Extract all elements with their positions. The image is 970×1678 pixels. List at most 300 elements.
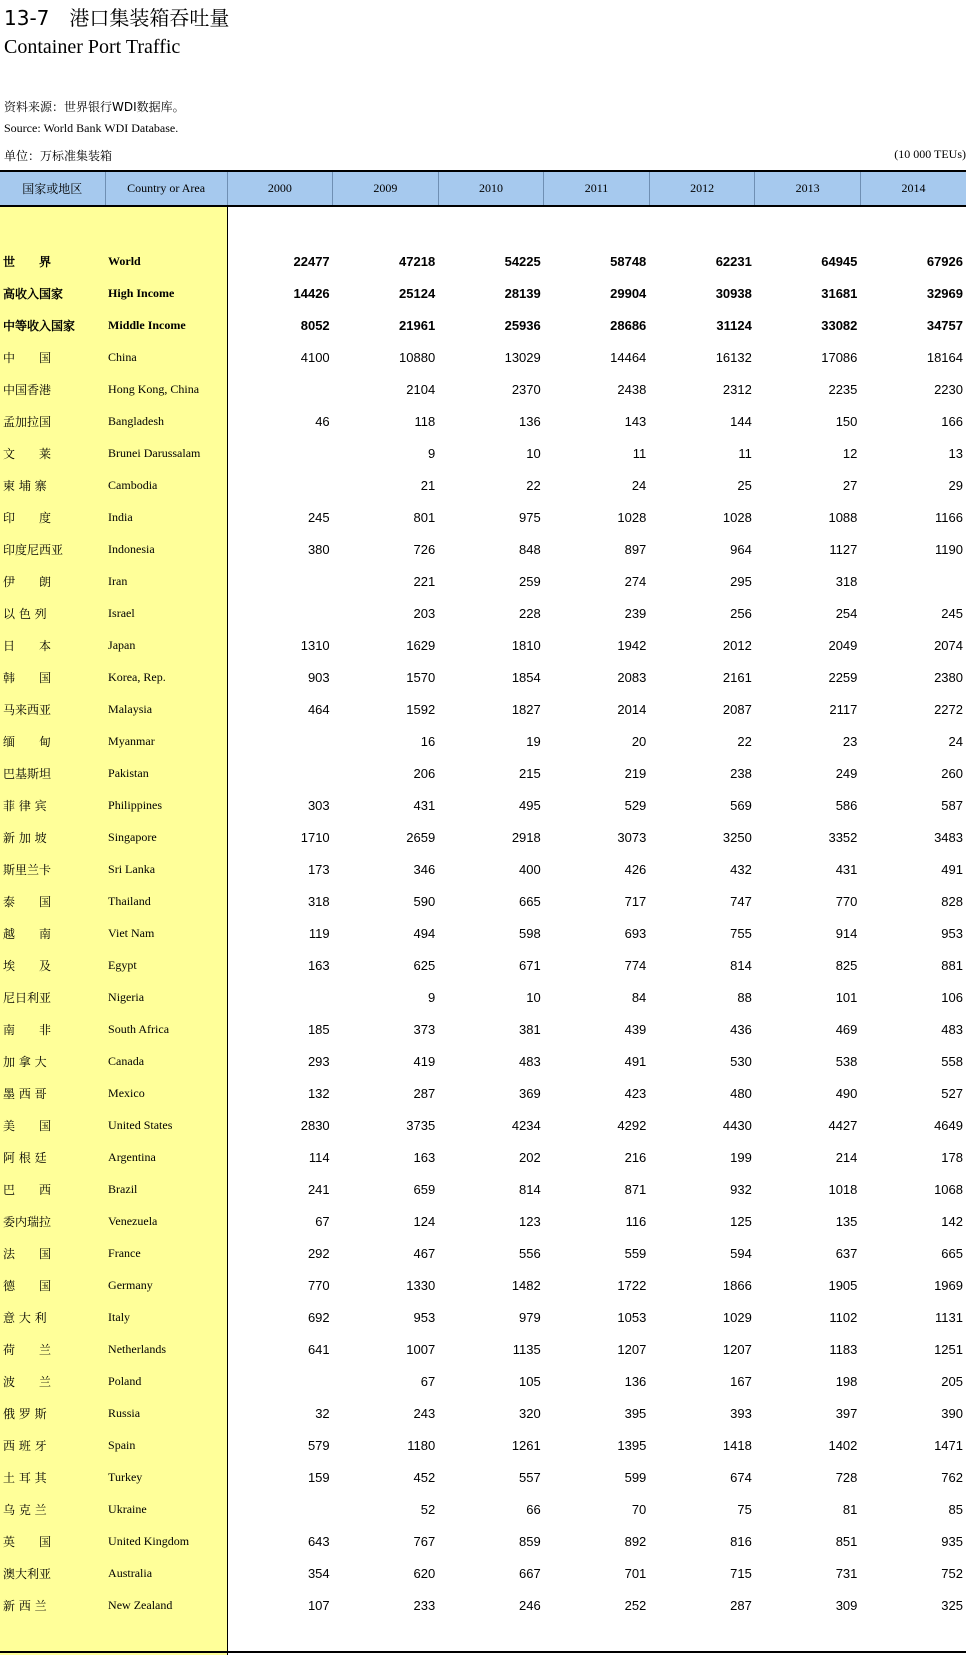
country-name-cn: 文 莱 <box>0 437 105 469</box>
country-name-cn: 以 色 列 <box>0 597 105 629</box>
value-cell: 8052 <box>300 317 330 333</box>
country-name-cn: 俄 罗 斯 <box>0 1397 105 1429</box>
value-cell: 494 <box>413 925 436 941</box>
table-row <box>0 501 966 533</box>
value-cell: 530 <box>730 1053 752 1069</box>
value-cell: 665 <box>519 893 541 909</box>
value-cell <box>227 725 333 757</box>
value-cell: 693 <box>624 925 647 941</box>
value-cell: 395 <box>624 1405 647 1421</box>
value-cell: 135 <box>835 1213 858 1229</box>
value-cell: 216 <box>624 1149 647 1165</box>
value-cell: 1127 <box>829 541 858 557</box>
value-cell: 2230 <box>934 381 963 397</box>
value-cell: 1418 <box>722 1437 752 1453</box>
value-cell: 252 <box>624 1597 647 1613</box>
value-cell: 369 <box>519 1085 541 1101</box>
value-cell: 241 <box>307 1181 330 1197</box>
value-cell: 123 <box>519 1213 541 1229</box>
value-cell: 1190 <box>935 541 963 557</box>
value-cell: 214 <box>835 1149 858 1165</box>
value-cell: 1261 <box>511 1437 541 1453</box>
table-row <box>0 1525 966 1557</box>
country-name-en: Nigeria <box>105 981 227 1013</box>
value-cell: 426 <box>624 861 647 877</box>
value-cell: 770 <box>307 1277 330 1293</box>
value-cell: 557 <box>519 1469 541 1485</box>
value-cell: 2380 <box>934 669 963 685</box>
value-cell: 538 <box>835 1053 858 1069</box>
value-cell: 897 <box>624 541 647 557</box>
value-cell: 579 <box>307 1437 330 1453</box>
value-cell: 2117 <box>829 701 858 717</box>
value-cell: 85 <box>948 1501 963 1517</box>
value-cell: 1402 <box>828 1437 858 1453</box>
value-cell: 25124 <box>399 285 436 301</box>
value-cell: 491 <box>624 1053 647 1069</box>
value-cell: 106 <box>941 989 963 1005</box>
value-cell: 178 <box>941 1149 963 1165</box>
country-name-en: Turkey <box>105 1461 227 1493</box>
country-name-en: Middle Income <box>105 309 227 341</box>
value-cell: 569 <box>730 797 752 813</box>
value-cell: 88 <box>737 989 752 1005</box>
value-cell: 118 <box>414 413 436 429</box>
value-cell: 1007 <box>406 1341 436 1357</box>
country-name-cn: 法 国 <box>0 1237 105 1269</box>
country-name-cn: 波 兰 <box>0 1365 105 1397</box>
country-name-cn: 中 国 <box>0 341 105 373</box>
country-name-en: Canada <box>105 1045 227 1077</box>
country-name-en: Bangladesh <box>105 405 227 437</box>
country-name-en: Poland <box>105 1365 227 1397</box>
value-cell: 66 <box>526 1501 541 1517</box>
value-cell: 325 <box>941 1597 963 1613</box>
value-cell: 239 <box>624 605 647 621</box>
value-cell: 1135 <box>512 1341 541 1357</box>
spacer-row <box>0 206 966 245</box>
country-name-en: World <box>105 245 227 277</box>
table-row <box>0 821 966 853</box>
value-cell: 828 <box>941 893 963 909</box>
value-cell: 1183 <box>829 1341 858 1357</box>
source-note-en: Source: World Bank WDI Database. <box>4 121 179 135</box>
value-cell: 58748 <box>610 253 647 269</box>
value-cell: 67 <box>315 1213 330 1229</box>
value-cell: 814 <box>519 1181 541 1197</box>
value-cell: 1905 <box>828 1277 858 1293</box>
value-cell <box>227 1493 333 1525</box>
value-cell: 558 <box>941 1053 963 1069</box>
value-cell: 9 <box>427 989 436 1005</box>
value-cell: 1722 <box>617 1277 647 1293</box>
country-name-cn: 泰 国 <box>0 885 105 917</box>
value-cell: 27 <box>842 477 858 493</box>
value-cell: 1330 <box>406 1277 436 1293</box>
value-cell: 198 <box>835 1373 858 1389</box>
value-cell: 14464 <box>610 349 647 365</box>
table-row <box>0 1365 966 1397</box>
country-name-cn: 印 度 <box>0 501 105 533</box>
country-name-en: France <box>105 1237 227 1269</box>
value-cell: 3483 <box>934 829 963 845</box>
value-cell: 1068 <box>934 1181 963 1197</box>
header-year: 2010 <box>438 171 544 206</box>
page-title-en: Container Port Traffic <box>4 36 181 58</box>
table-row <box>0 1173 966 1205</box>
country-name-cn: 英 国 <box>0 1525 105 1557</box>
value-cell: 4100 <box>300 349 330 365</box>
value-cell: 31124 <box>716 317 752 333</box>
value-cell: 1180 <box>407 1437 436 1453</box>
table-row <box>0 853 966 885</box>
value-cell: 903 <box>307 669 330 685</box>
source-note-cn: 资料来源：世界银行WDI数据库。 <box>4 100 185 114</box>
value-cell: 851 <box>835 1533 858 1549</box>
value-cell: 393 <box>730 1405 752 1421</box>
value-cell: 2312 <box>722 381 752 397</box>
value-cell <box>227 757 333 789</box>
value-cell: 17086 <box>821 349 858 365</box>
value-cell: 274 <box>624 573 647 589</box>
value-cell: 2272 <box>934 701 963 717</box>
value-cell <box>227 469 333 501</box>
value-cell: 19 <box>526 733 541 749</box>
value-cell: 166 <box>941 413 963 429</box>
value-cell: 142 <box>941 1213 963 1229</box>
value-cell: 233 <box>413 1597 436 1613</box>
value-cell: 125 <box>730 1213 752 1229</box>
table-row <box>0 1333 966 1365</box>
country-name-cn: 巴基斯坦 <box>0 757 105 789</box>
value-cell: 243 <box>413 1405 436 1421</box>
value-cell: 594 <box>730 1245 752 1261</box>
value-cell: 774 <box>624 957 647 973</box>
value-cell: 892 <box>624 1533 647 1549</box>
table-row <box>0 725 966 757</box>
value-cell: 54225 <box>504 253 541 269</box>
value-cell: 114 <box>308 1149 330 1165</box>
value-cell: 346 <box>413 861 436 877</box>
country-name-en: Malaysia <box>105 693 227 725</box>
country-name-cn: 意 大 利 <box>0 1301 105 1333</box>
value-cell: 881 <box>941 957 963 973</box>
value-cell: 1131 <box>935 1309 963 1325</box>
country-name-en: Spain <box>105 1429 227 1461</box>
value-cell: 4234 <box>511 1117 541 1133</box>
country-name-en: Italy <box>105 1301 227 1333</box>
header-country-cn: 国家或地区 <box>0 171 105 206</box>
value-cell: 24 <box>631 477 647 493</box>
value-cell: 871 <box>624 1181 647 1197</box>
value-cell: 11 <box>632 445 647 461</box>
value-cell: 814 <box>730 957 752 973</box>
value-cell: 692 <box>307 1309 330 1325</box>
value-cell: 167 <box>730 1373 752 1389</box>
table-row <box>0 629 966 661</box>
country-name-cn: 越 南 <box>0 917 105 949</box>
value-cell: 2830 <box>300 1117 330 1133</box>
value-cell: 1029 <box>722 1309 752 1325</box>
table-row <box>0 1493 966 1525</box>
value-cell: 287 <box>730 1597 752 1613</box>
value-cell: 1207 <box>722 1341 752 1357</box>
value-cell: 825 <box>835 957 858 973</box>
value-cell: 373 <box>413 1021 436 1037</box>
value-cell: 801 <box>413 509 436 525</box>
country-name-en: Russia <box>105 1397 227 1429</box>
country-name-cn: 墨 西 哥 <box>0 1077 105 1109</box>
value-cell: 1592 <box>406 701 436 717</box>
value-cell: 587 <box>941 797 963 813</box>
country-name-en: Argentina <box>105 1141 227 1173</box>
value-cell: 717 <box>624 893 647 909</box>
country-name-cn: 新 加 坡 <box>0 821 105 853</box>
country-name-cn: 西 班 牙 <box>0 1429 105 1461</box>
value-cell: 559 <box>624 1245 647 1261</box>
value-cell: 34757 <box>926 317 963 333</box>
value-cell: 2014 <box>617 701 647 717</box>
value-cell: 2659 <box>406 829 436 845</box>
value-cell: 556 <box>519 1245 541 1261</box>
value-cell: 221 <box>413 573 436 589</box>
value-cell: 665 <box>941 1245 963 1261</box>
value-cell: 731 <box>835 1565 858 1581</box>
value-cell: 752 <box>941 1565 963 1581</box>
value-cell: 464 <box>307 701 330 717</box>
value-cell: 199 <box>730 1149 752 1165</box>
value-cell <box>227 597 333 629</box>
value-cell: 185 <box>307 1021 330 1037</box>
value-cell: 81 <box>842 1501 858 1517</box>
table-row <box>0 661 966 693</box>
header-year: 2014 <box>860 171 966 206</box>
country-name-en: Cambodia <box>105 469 227 501</box>
country-name-cn: 马来西亚 <box>0 693 105 725</box>
value-cell: 67926 <box>926 253 963 269</box>
value-cell: 124 <box>413 1213 436 1229</box>
country-name-en: India <box>105 501 227 533</box>
value-cell: 21961 <box>399 317 436 333</box>
country-name-en: Mexico <box>105 1077 227 1109</box>
bottom-rule <box>0 1651 966 1653</box>
table-row <box>0 1301 966 1333</box>
table-row <box>0 1045 966 1077</box>
value-cell: 431 <box>413 797 436 813</box>
country-name-cn: 巴 西 <box>0 1173 105 1205</box>
value-cell: 10880 <box>399 349 436 365</box>
country-name-en: Viet Nam <box>105 917 227 949</box>
table-row <box>0 949 966 981</box>
value-cell: 1710 <box>300 829 330 845</box>
country-name-cn: 柬 埔 寨 <box>0 469 105 501</box>
table-row <box>0 1013 966 1045</box>
value-cell: 715 <box>730 1565 752 1581</box>
country-name-cn: 荷 兰 <box>0 1333 105 1365</box>
value-cell <box>227 981 333 1013</box>
country-name-cn: 委内瑞拉 <box>0 1205 105 1237</box>
value-cell: 1053 <box>617 1309 647 1325</box>
value-cell: 303 <box>307 797 330 813</box>
country-name-cn: 加 拿 大 <box>0 1045 105 1077</box>
value-cell: 202 <box>519 1149 541 1165</box>
table-row <box>0 1141 966 1173</box>
header-year: 2000 <box>227 171 333 206</box>
value-cell: 22477 <box>293 253 330 269</box>
value-cell: 770 <box>835 893 858 909</box>
value-cell: 586 <box>835 797 858 813</box>
value-cell: 620 <box>413 1565 436 1581</box>
value-cell: 107 <box>307 1597 330 1613</box>
value-cell: 2918 <box>511 829 541 845</box>
table-row <box>0 1237 966 1269</box>
value-cell: 1482 <box>511 1277 541 1293</box>
value-cell: 747 <box>730 893 752 909</box>
value-cell: 2161 <box>722 669 752 685</box>
country-name-cn: 中国香港 <box>0 373 105 405</box>
country-name-en: Myanmar <box>105 725 227 757</box>
value-cell: 671 <box>519 957 541 973</box>
value-cell: 637 <box>835 1245 858 1261</box>
value-cell <box>227 437 333 469</box>
value-cell: 953 <box>941 925 963 941</box>
value-cell <box>860 565 966 597</box>
table-row <box>0 789 966 821</box>
value-cell: 259 <box>519 573 541 589</box>
value-cell: 701 <box>624 1565 647 1581</box>
value-cell: 1942 <box>617 637 647 653</box>
value-cell: 914 <box>835 925 858 941</box>
table-row <box>0 309 966 341</box>
value-cell: 490 <box>835 1085 858 1101</box>
value-cell: 260 <box>941 765 963 781</box>
value-cell: 1166 <box>935 509 963 525</box>
value-cell: 599 <box>624 1469 647 1485</box>
table-row <box>0 373 966 405</box>
value-cell: 22 <box>737 733 752 749</box>
value-cell: 932 <box>730 1181 752 1197</box>
value-cell: 12 <box>842 445 858 461</box>
country-name-en: Pakistan <box>105 757 227 789</box>
value-cell: 1395 <box>617 1437 647 1453</box>
country-name-en: New Zealand <box>105 1589 227 1621</box>
value-cell: 419 <box>413 1053 436 1069</box>
value-cell: 397 <box>835 1405 858 1421</box>
table-row <box>0 1109 966 1141</box>
country-name-cn: 尼日利亚 <box>0 981 105 1013</box>
country-name-cn: 菲 律 宾 <box>0 789 105 821</box>
value-cell: 2074 <box>934 637 963 653</box>
value-cell: 287 <box>413 1085 436 1101</box>
value-cell: 423 <box>624 1085 647 1101</box>
table-row <box>0 1589 966 1621</box>
table-row <box>0 277 966 309</box>
value-cell: 119 <box>308 925 330 941</box>
value-cell: 67 <box>420 1373 436 1389</box>
unit-label-en: (10 000 TEUs) <box>894 147 966 161</box>
value-cell: 318 <box>307 893 330 909</box>
value-cell: 2012 <box>722 637 752 653</box>
value-cell: 400 <box>519 861 541 877</box>
value-cell: 318 <box>835 573 858 589</box>
country-name-en: Venezuela <box>105 1205 227 1237</box>
country-name-en: Sri Lanka <box>105 853 227 885</box>
value-cell: 18164 <box>926 349 963 365</box>
table-row <box>0 1397 966 1429</box>
value-cell: 3352 <box>828 829 858 845</box>
country-name-en: Iran <box>105 565 227 597</box>
value-cell: 3073 <box>617 829 647 845</box>
table-row <box>0 917 966 949</box>
value-cell: 25 <box>737 477 752 493</box>
value-cell: 245 <box>307 509 330 525</box>
value-cell: 11 <box>738 445 752 461</box>
country-name-en: Ukraine <box>105 1493 227 1525</box>
table-row <box>0 1077 966 1109</box>
value-cell <box>227 1365 333 1397</box>
value-cell: 295 <box>730 573 752 589</box>
table-row <box>0 981 966 1013</box>
country-name-en: Korea, Rep. <box>105 661 227 693</box>
value-cell: 219 <box>624 765 647 781</box>
value-cell: 1629 <box>406 637 436 653</box>
page-title-cn: 13-7 港口集装箱吞吐量 <box>4 6 230 30</box>
value-cell <box>227 565 333 597</box>
value-cell: 2049 <box>828 637 858 653</box>
value-cell: 354 <box>307 1565 330 1581</box>
value-cell: 432 <box>730 861 752 877</box>
value-cell: 206 <box>413 765 436 781</box>
value-cell: 10 <box>526 989 541 1005</box>
table-row <box>0 341 966 373</box>
value-cell: 13029 <box>504 349 541 365</box>
value-cell: 380 <box>307 541 330 557</box>
country-name-en: Germany <box>105 1269 227 1301</box>
value-cell: 292 <box>307 1245 330 1261</box>
value-cell: 33082 <box>821 317 858 333</box>
value-cell: 953 <box>413 1309 436 1325</box>
value-cell: 1028 <box>722 509 752 525</box>
value-cell: 975 <box>519 509 541 525</box>
table-row <box>0 533 966 565</box>
value-cell: 1866 <box>722 1277 752 1293</box>
country-name-en: Indonesia <box>105 533 227 565</box>
value-cell: 390 <box>941 1405 963 1421</box>
country-name-en: Egypt <box>105 949 227 981</box>
value-cell: 816 <box>730 1533 752 1549</box>
value-cell: 1810 <box>511 637 541 653</box>
value-cell: 136 <box>519 413 541 429</box>
value-cell: 1471 <box>934 1437 963 1453</box>
country-name-en: Israel <box>105 597 227 629</box>
value-cell: 529 <box>624 797 647 813</box>
value-cell: 598 <box>519 925 541 941</box>
value-cell: 238 <box>730 765 752 781</box>
value-cell: 4427 <box>828 1117 858 1133</box>
value-cell: 469 <box>835 1021 858 1037</box>
table-row <box>0 405 966 437</box>
table-row <box>0 1461 966 1493</box>
country-name-en: Brunei Darussalam <box>105 437 227 469</box>
value-cell: 1028 <box>617 509 647 525</box>
country-name-en: Netherlands <box>105 1333 227 1365</box>
value-cell: 256 <box>730 605 752 621</box>
table-row <box>0 565 966 597</box>
value-cell: 2083 <box>617 669 647 685</box>
value-cell: 3735 <box>406 1117 436 1133</box>
value-cell: 144 <box>730 413 752 429</box>
country-name-en: China <box>105 341 227 373</box>
